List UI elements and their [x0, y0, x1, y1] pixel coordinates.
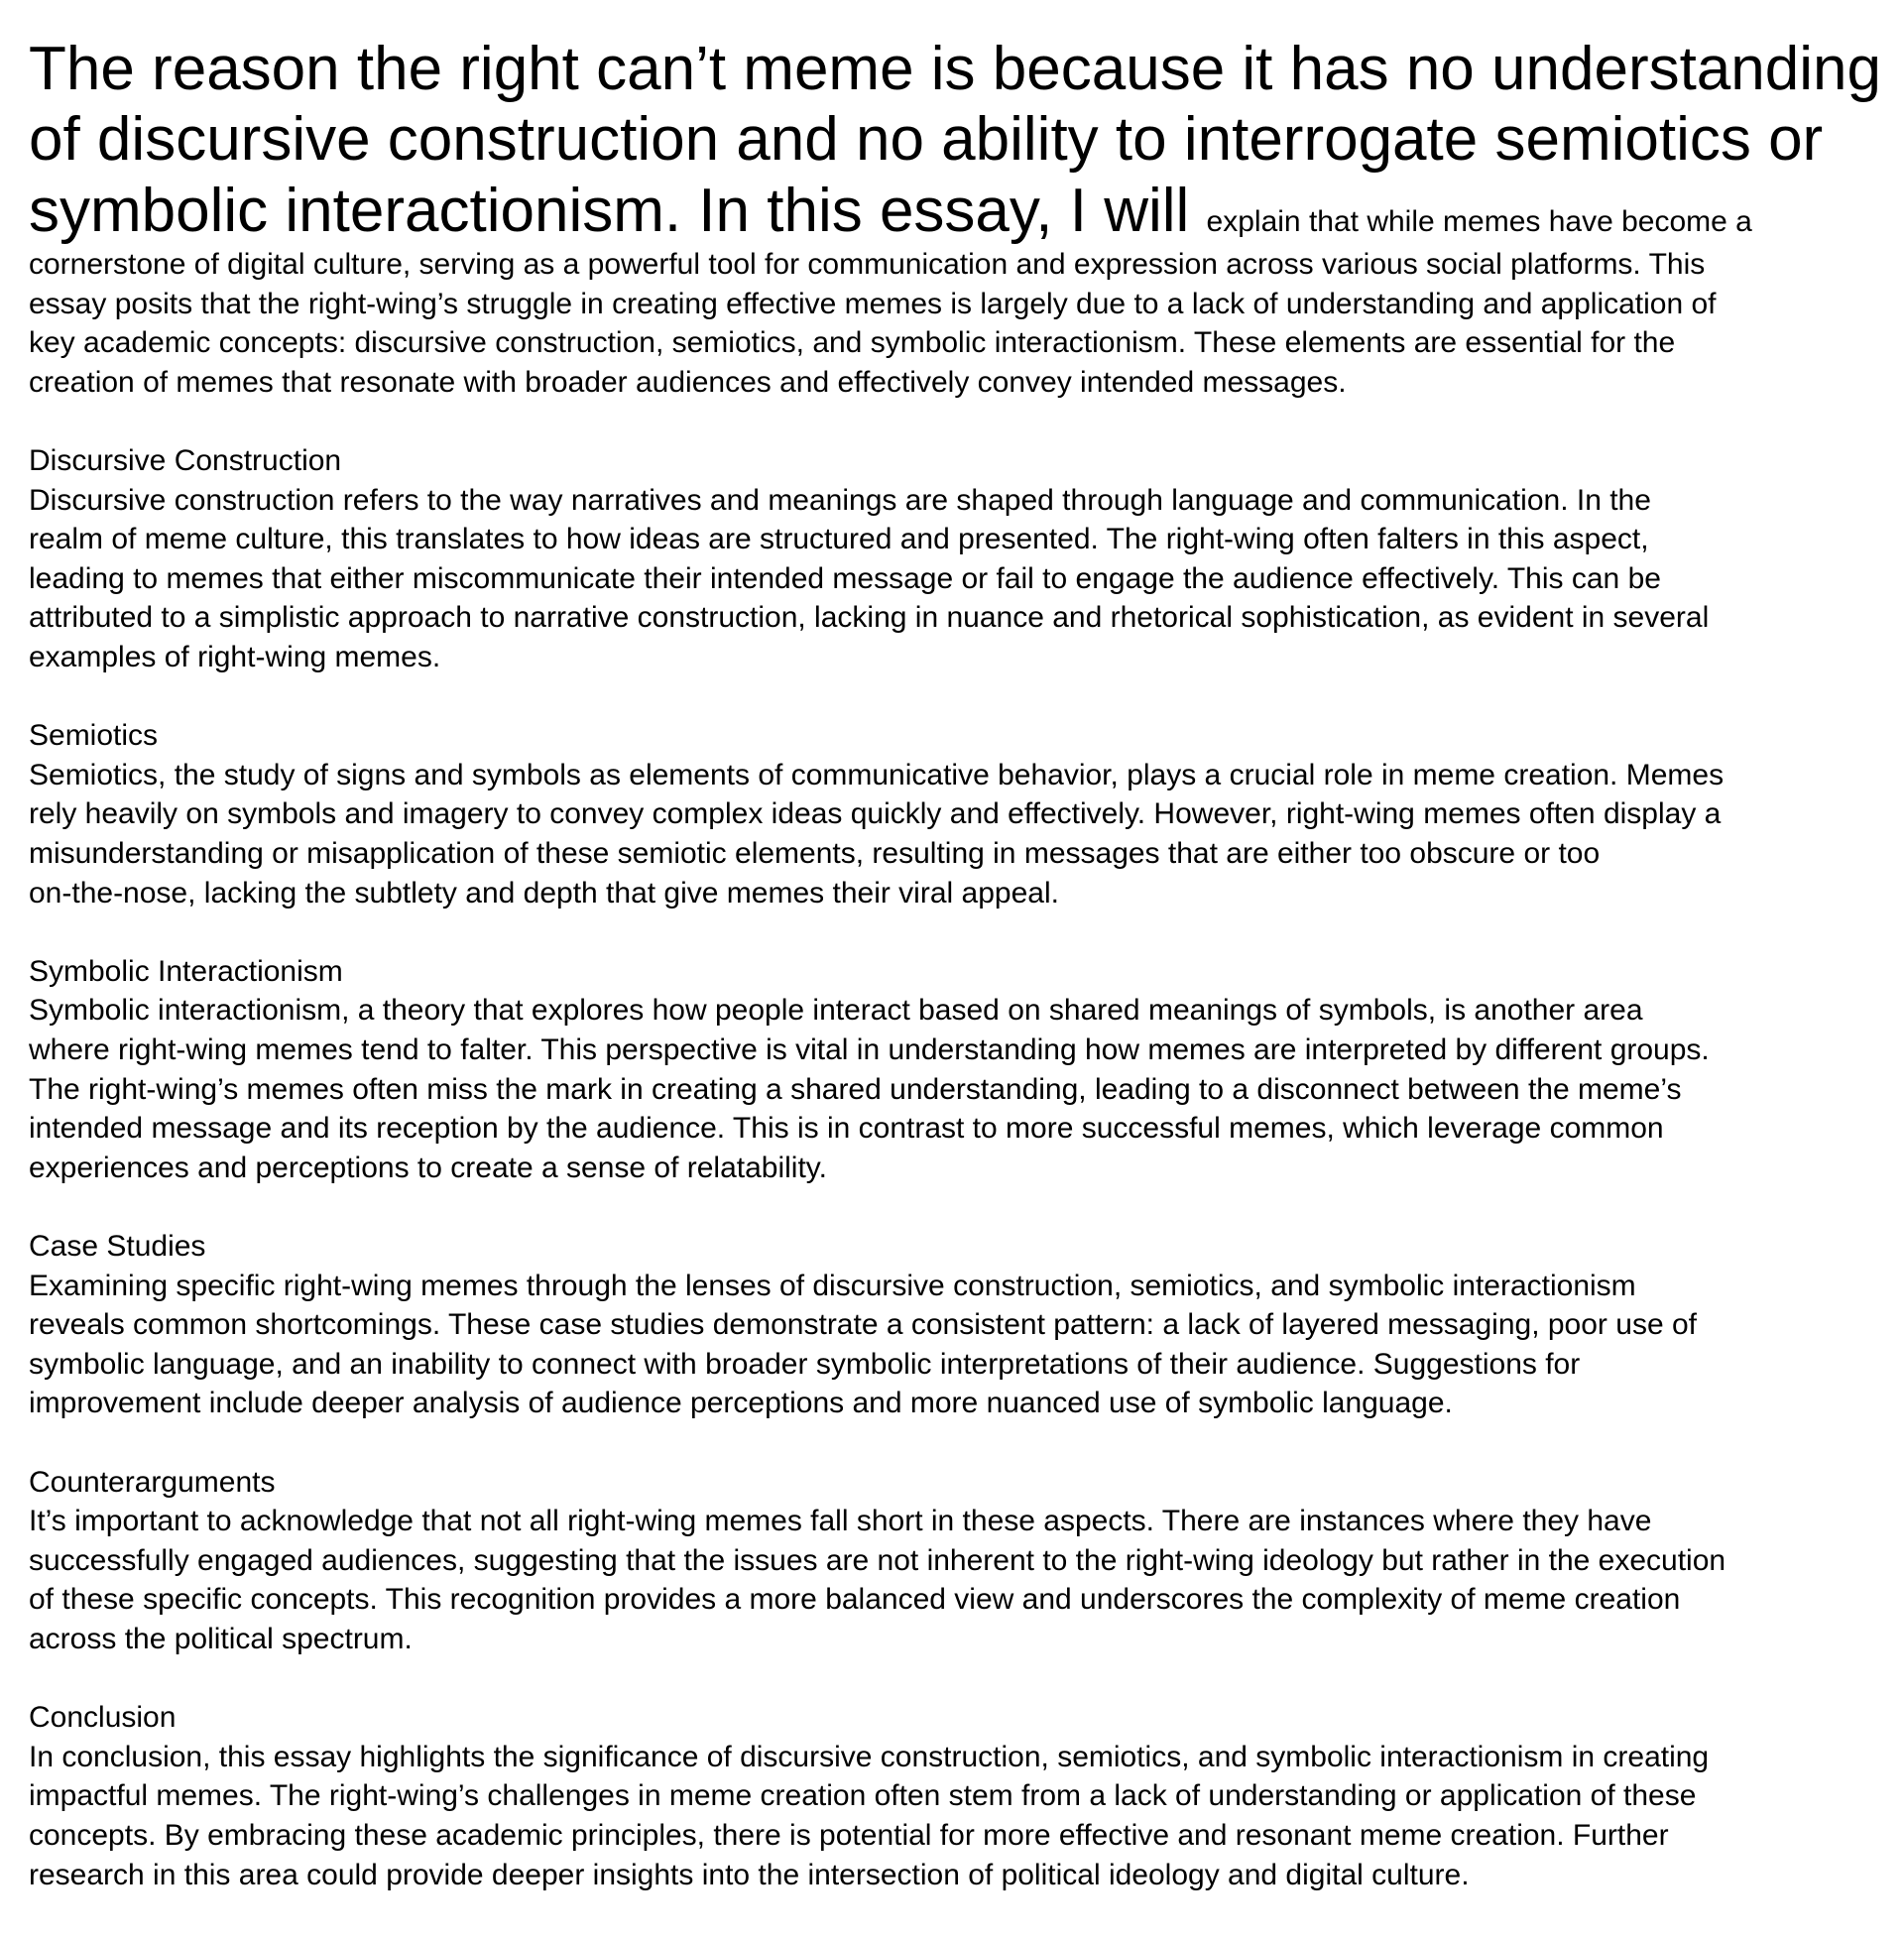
section-heading: Semiotics [29, 719, 159, 753]
section-paragraph-line: In conclusion, this essay highlights the significance of discursive construction, semiotics, and symbolic interactionism in creating [29, 1740, 1710, 1773]
title-line-3 [29, 176, 1752, 247]
section-paragraph-line: successfully engaged audiences, suggesting that the issues are not inherent to the right-wing ideology but rather in the execution [29, 1543, 1726, 1577]
title-line-3-text: symbolic interactionism. In this essay, I will [29, 177, 1190, 245]
intro-paragraph-line: key academic concepts: discursive construction, semiotics, and symbolic interactionism. These elements are essential for the [29, 326, 1676, 360]
section-paragraph-line: attributed to a simplistic approach to narrative construction, lacking in nuance and rhetorical sophistication, as evident in several [29, 601, 1710, 635]
section-paragraph-line: improvement include deeper analysis of audience perceptions and more nuanced use of symbolic language. [29, 1387, 1453, 1420]
section-heading: Symbolic Interactionism [29, 954, 343, 988]
section-paragraph-line: impactful memes. The right-wing’s challenges in meme creation often stem from a lack of understanding or application of these [29, 1779, 1697, 1813]
section-paragraph-line: experiences and perceptions to create a sense of relatability. [29, 1151, 827, 1184]
section-paragraph-line: It’s important to acknowledge that not all right-wing memes fall short in these aspects. There are instances where they have [29, 1505, 1652, 1538]
section-paragraph-line: Symbolic interactionism, a theory that explores how people interact based on shared meanings of symbols, is another area [29, 994, 1643, 1028]
section-paragraph-line: Examining specific right-wing memes through the lenses of discursive construction, semiotics, and symbolic interactionism [29, 1269, 1636, 1302]
section-paragraph-line: examples of right-wing memes. [29, 641, 441, 673]
section-paragraph-line: where right-wing memes tend to falter. This perspective is vital in understanding how memes are interpreted by different groups. [29, 1033, 1710, 1066]
section-paragraph-line: The right-wing’s memes often miss the mark in creating a shared understanding, leading to a disconnect between the meme’s [29, 1072, 1682, 1106]
intro-paragraph-line: essay posits that the right-wing’s struggle in creating effective memes is largely due to a lack of understanding and application of [29, 287, 1717, 320]
intro-paragraph-line: creation of memes that resonate with broader audiences and effectively convey intended messages. [29, 365, 1347, 399]
section-paragraph-line: leading to memes that either miscommunicate their intended message or fail to engage the audience effectively. This can be [29, 561, 1661, 595]
section-paragraph-line: symbolic language, and an inability to connect with broader symbolic interpretations of their audience. Suggestions for [29, 1347, 1581, 1381]
section-paragraph-line: research in this area could provide deeper insights into the intersection of political ideology and digital culture. [29, 1858, 1470, 1891]
section-paragraph-line: of these specific concepts. This recognition provides a more balanced view and underscores the complexity of meme creation [29, 1583, 1681, 1617]
section-heading: Discursive Construction [29, 444, 342, 477]
section-paragraph-line: rely heavily on symbols and imagery to convey complex ideas quickly and effectively. However, right-wing memes often display a [29, 797, 1722, 831]
title-line-1: The reason the right can’t meme is because it has no understanding [29, 35, 1881, 103]
section-paragraph-line: Semiotics, the study of signs and symbols as elements of communicative behavior, plays a crucial role in meme creation. Memes [29, 758, 1725, 791]
section-heading: Counterarguments [29, 1465, 276, 1499]
section-paragraph-line: misunderstanding or misapplication of these semiotic elements, resulting in messages that are either too obscure or too [29, 837, 1601, 870]
section-paragraph-line: on-the-nose, lacking the subtlety and depth that give memes their viral appeal. [29, 876, 1059, 910]
section-paragraph-line: intended message and its reception by the audience. This is in contrast to more successful memes, which leverage common [29, 1112, 1664, 1146]
section-paragraph-line: across the political spectrum. [29, 1623, 413, 1655]
section-paragraph-line: Discursive construction refers to the way narratives and meanings are shaped through language and communication. In the [29, 483, 1651, 517]
section-heading: Conclusion [29, 1701, 177, 1735]
section-paragraph-line: realm of meme culture, this translates to how ideas are structured and presented. The right-wing often falters in this aspect, [29, 523, 1649, 556]
section-paragraph-line: reveals common shortcomings. These case studies demonstrate a consistent pattern: a lack of layered messaging, poor use of [29, 1308, 1697, 1342]
title-line-2: of discursive construction and no ability to interrogate semiotics or [29, 105, 1824, 174]
section-paragraph-line: concepts. By embracing these academic principles, there is potential for more effective and resonant meme creation. Further [29, 1819, 1669, 1852]
intro-inline-continuation: explain that while memes have become a [1206, 205, 1752, 238]
section-heading: Case Studies [29, 1230, 206, 1263]
intro-paragraph-line: cornerstone of digital culture, serving as a powerful tool for communication and expression across various social platforms. This [29, 248, 1706, 281]
